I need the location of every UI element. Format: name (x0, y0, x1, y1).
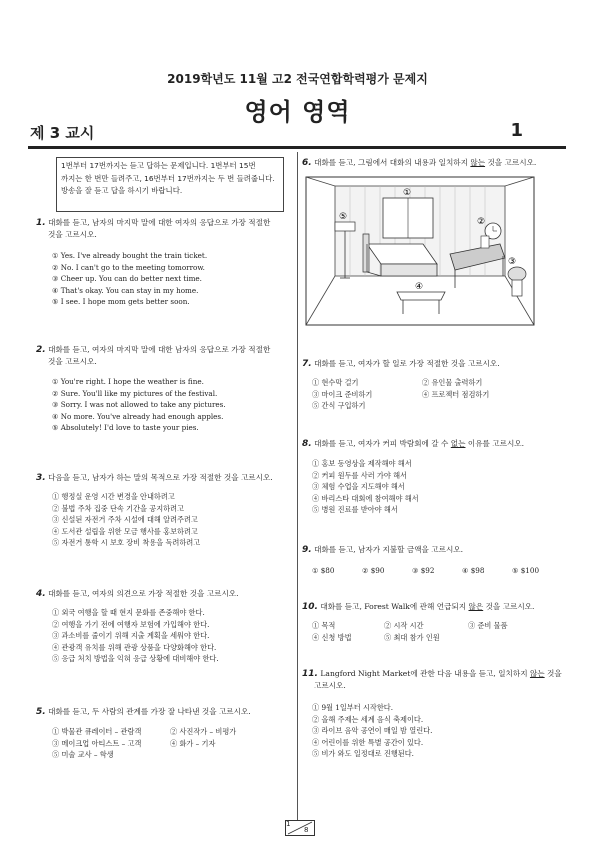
option[interactable]: ⑤ 응급 처치 방법을 익혀 응급 상황에 대비해야 한다. (52, 654, 219, 664)
figure-label: ② (477, 217, 486, 227)
question-4 (36, 588, 291, 600)
question-10 (302, 601, 564, 613)
option[interactable]: ② 올해 주제는 세계 음식 축제이다. (312, 714, 424, 724)
question-stem: 것을 고르시오. (48, 357, 97, 366)
column-divider (297, 152, 298, 820)
subject-title: 영어 영역 (244, 98, 351, 126)
notice-line: 까지는 한 번만 들려주고, 16번부터 17번까지는 두 번 들려줍니다. (61, 173, 275, 183)
question-9 (302, 544, 564, 556)
question-stem: 대화를 듣고, 여자의 마지막 말에 대한 남자의 응답으로 가장 적절한 (48, 345, 271, 354)
option[interactable]: ⑤ I see. I hope mom gets better soon. (52, 297, 190, 307)
figure-label: ① (403, 188, 412, 198)
question-stem: 것을 고르시오. (48, 230, 97, 239)
option[interactable]: ⑤ 비가 와도 일정대로 진행된다. (312, 749, 414, 759)
figure-label: ④ (415, 282, 424, 292)
listening-notice (56, 157, 284, 212)
option[interactable]: ⑤ $100 (512, 566, 540, 575)
question-number: 1. (36, 218, 46, 228)
option[interactable]: ③ Cheer up. You can do better next time. (52, 274, 202, 284)
option[interactable]: ① 현수막 걸기 (312, 378, 359, 387)
option[interactable]: ② 여행을 가기 전에 여행자 보험에 가입해야 한다. (52, 619, 210, 629)
option[interactable]: ⑤ 자전거 통학 시 보호 장비 착용을 독려하려고 (52, 538, 201, 548)
option[interactable]: ④ 도서관 설립을 위한 모금 행사를 홍보하려고 (52, 526, 198, 536)
option[interactable]: ④ 바리스타 대회에 참여해야 해서 (312, 493, 419, 503)
question-stem: 고르시오. (314, 681, 346, 690)
option[interactable]: ③ 신설된 자전거 주차 시설에 대해 알려주려고 (52, 515, 198, 525)
option[interactable]: ⑤ 간식 구입하기 (312, 401, 366, 411)
option[interactable]: ② $90 (362, 566, 385, 575)
question-2 (36, 344, 291, 368)
question-6 (302, 157, 564, 169)
q11-options (312, 702, 432, 760)
option[interactable]: ⑤ 병원 진료를 받아야 해서 (312, 505, 398, 515)
q3-options (52, 491, 200, 549)
question-8 (302, 438, 564, 450)
question-5 (36, 706, 291, 718)
q2-options (52, 376, 226, 434)
option[interactable]: ① 홍보 동영상을 제작해야 해서 (312, 459, 412, 468)
option[interactable]: ④ 화가 – 기자 (170, 738, 216, 748)
option[interactable]: ⑤ 최대 참가 인원 (384, 632, 440, 642)
option[interactable]: ⑤ Absolutely! I'd love to taste your pies. (52, 423, 199, 433)
option[interactable]: ④ 신청 방법 (312, 632, 352, 642)
q9-options (312, 565, 562, 577)
option[interactable]: ① 목적 (312, 621, 336, 630)
question-stem: 것을 고르시오. (485, 158, 537, 167)
option[interactable]: ① $80 (312, 566, 335, 575)
question-7 (302, 358, 564, 370)
question-number: 8. (302, 439, 312, 449)
figure-label: ⑤ (339, 212, 348, 222)
question-number: 11. (302, 669, 318, 679)
q4-options (52, 607, 219, 665)
option[interactable]: ② No. I can't go to the meeting tomorrow. (52, 262, 205, 272)
option[interactable]: ② 사진작가 – 비평가 (170, 727, 237, 736)
notice-line: 1번부터 17번까지는 듣고 답하는 문제입니다. 1번부터 15번 (61, 161, 256, 170)
q1-options (52, 250, 207, 308)
emphasis: 않은 (468, 602, 484, 611)
option[interactable]: ③ $92 (412, 566, 435, 575)
option[interactable]: ④ 프로젝터 점검하기 (422, 389, 490, 399)
emphasis: 않는 (470, 158, 486, 167)
option[interactable]: ③ 준비 물품 (468, 621, 508, 630)
question-stem: 것을 (544, 669, 562, 678)
question-11 (302, 668, 564, 692)
q8-options (312, 458, 419, 516)
question-stem: 대화를 듣고, 두 사람의 관계를 가장 잘 나타낸 것을 고르시오. (48, 707, 251, 716)
option[interactable]: ① 외국 여행을 할 때 현지 문화를 존중해야 한다. (52, 608, 205, 617)
question-stem: 것을 고르시오. (483, 602, 535, 611)
question-number: 7. (302, 359, 312, 369)
option[interactable]: ① 행정실 운영 시간 변경을 안내하려고 (52, 492, 175, 501)
question-stem: 대화를 듣고, 남자의 마지막 말에 대한 여자의 응답으로 가장 적절한 (48, 218, 271, 227)
option[interactable]: ④ No more. You've already had enough apples. (52, 411, 224, 421)
option[interactable]: ③ 마이크 준비하기 (312, 389, 373, 399)
question-number: 5. (36, 707, 46, 717)
q5-options (52, 726, 287, 761)
option[interactable]: ③ 과소비를 줄이기 위해 지출 계획을 세워야 한다. (52, 631, 210, 641)
question-number: 9. (302, 545, 312, 555)
total-pages: 8 (304, 826, 309, 834)
question-stem: 다음을 듣고, 남자가 하는 말의 목적으로 가장 적절한 것을 고르시오. (48, 473, 273, 482)
question-1 (36, 217, 291, 241)
option[interactable]: ⑤ 미술 교사 – 학생 (52, 750, 114, 760)
question-stem: 대화를 듣고, 여자가 할 일로 가장 적절한 것을 고르시오. (314, 359, 500, 368)
option[interactable]: ② Sure. You'll like my pictures of the festival. (52, 388, 218, 398)
room-illustration (305, 176, 535, 326)
option[interactable]: ① 박물관 큐레이터 – 관람객 (52, 727, 142, 736)
option[interactable]: ④ 어린이를 위한 특별 공간이 있다. (312, 737, 424, 747)
question-stem: Langford Night Market에 관한 다음 내용을 듣고, 일치하지 (320, 669, 530, 678)
question-number: 10. (302, 602, 318, 612)
option[interactable]: ④ That's okay. You can stay in my home. (52, 285, 199, 295)
question-number: 6. (302, 158, 312, 168)
option[interactable]: ② 커피 원두를 사러 가야 해서 (312, 470, 407, 480)
question-number: 2. (36, 345, 46, 355)
option[interactable]: ① 9월 1일부터 시작한다. (312, 703, 394, 712)
emphasis: 없는 (450, 439, 466, 448)
option[interactable]: ③ 체험 수업을 지도해야 해서 (312, 482, 405, 492)
question-stem: 대화를 듣고, 남자가 지불할 금액을 고르시오. (314, 545, 464, 554)
option[interactable]: ② 시작 시간 (384, 621, 424, 630)
question-stem: 대화를 듣고, Forest Walk에 관해 언급되지 (320, 602, 469, 611)
q10-options (312, 620, 562, 643)
question-stem: 대화를 듣고, 여자의 의견으로 가장 적절한 것을 고르시오. (48, 589, 239, 598)
option[interactable]: ③ 라이브 음악 공연이 매일 밤 열린다. (312, 726, 433, 736)
option[interactable]: ② 불법 주차 집중 단속 기간을 공지하려고 (52, 503, 184, 513)
emphasis: 않는 (529, 669, 545, 678)
q7-options (312, 377, 562, 412)
option[interactable]: ① You're right. I hope the weather is fine. (52, 377, 204, 386)
option[interactable]: ② 유인물 출력하기 (422, 378, 483, 387)
exam-title: 2019학년도 11월 고2 전국연합학력평가 문제지 (167, 72, 428, 86)
option[interactable]: ④ 관광객 유치를 위해 관광 상품을 다양화해야 한다. (52, 642, 217, 652)
option[interactable]: ③ 메이크업 아티스트 – 고객 (52, 738, 142, 748)
page-number: 1 (510, 120, 523, 141)
question-number: 3. (36, 473, 46, 483)
question-number: 4. (36, 589, 46, 599)
session-label: 제 3 교시 (30, 124, 95, 142)
question-stem: 대화를 듣고, 여자가 커피 박람회에 갈 수 (314, 439, 451, 448)
current-page: 1 (286, 820, 291, 828)
option[interactable]: ① Yes. I've already bought the train ticket. (52, 251, 208, 260)
header-rule (28, 146, 566, 149)
question-stem: 대화를 듣고, 그림에서 대화의 내용과 일치하지 (314, 158, 471, 167)
option[interactable]: ③ Sorry. I was not allowed to take any pictures. (52, 400, 226, 410)
question-stem: 이유를 고르시오. (465, 439, 525, 448)
figure-label: ③ (508, 257, 517, 267)
question-3 (36, 472, 291, 484)
option[interactable]: ④ $98 (462, 566, 485, 575)
notice-line: 방송을 잘 듣고 답을 하시기 바랍니다. (61, 186, 183, 195)
